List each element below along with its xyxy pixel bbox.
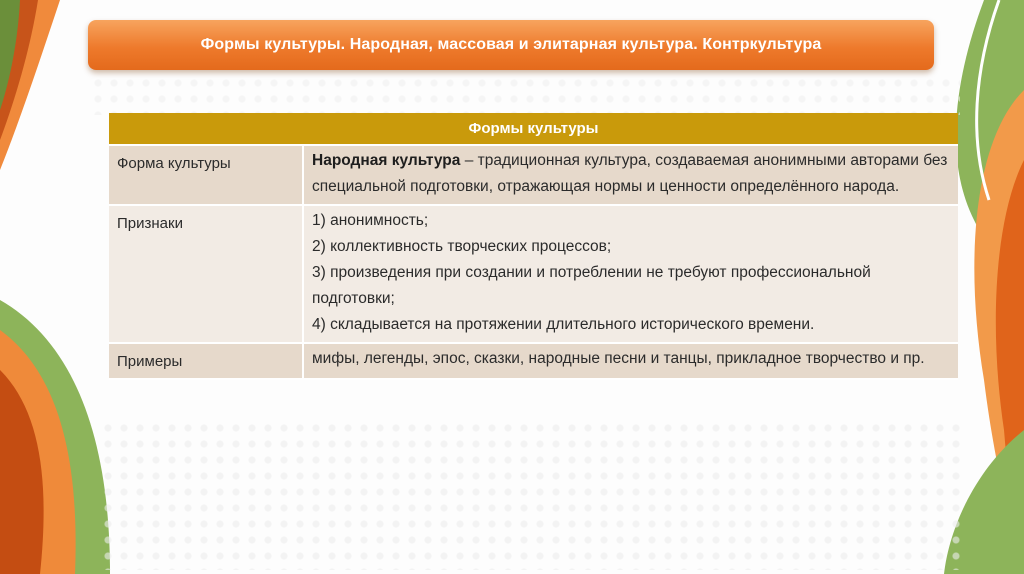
row-content-form bbox=[303, 145, 958, 205]
row-label-examples: Примеры bbox=[109, 343, 303, 379]
table-row bbox=[109, 145, 958, 205]
row-label-form: Форма культуры bbox=[109, 145, 303, 205]
list-item: 2) коллективность творческих процессов; bbox=[312, 238, 612, 255]
definition-text: – традиционная культура, создаваемая анонимными авторами без специальной подготовки, отражающая нормы и ценности определённого народа. bbox=[312, 152, 948, 195]
row-content-examples: мифы, легенды, эпос, сказки, народные песни и танцы, прикладное творчество и пр. bbox=[303, 343, 958, 379]
term-folk-culture: Народная культура bbox=[312, 152, 461, 169]
row-content-features bbox=[303, 205, 958, 343]
table-row bbox=[109, 205, 958, 343]
table-header-row bbox=[109, 113, 958, 145]
list-item: 3) произведения при создании и потреблении не требуют профессиональной подготовки; bbox=[312, 264, 871, 307]
list-item: 4) складывается на протяжении длительного исторического времени. bbox=[312, 316, 815, 333]
slide-title: Формы культуры. Народная, массовая и элитарная культура. Контркультура bbox=[200, 36, 822, 53]
culture-forms-table bbox=[109, 113, 958, 380]
row-label-features: Признаки bbox=[109, 205, 303, 343]
title-bar bbox=[88, 20, 934, 70]
table-header: Формы культуры bbox=[109, 113, 958, 145]
list-item: 1) анонимность; bbox=[312, 212, 429, 229]
dot-pattern-bottom bbox=[100, 420, 960, 570]
dot-pattern-top bbox=[90, 75, 960, 115]
table-row bbox=[109, 343, 958, 379]
